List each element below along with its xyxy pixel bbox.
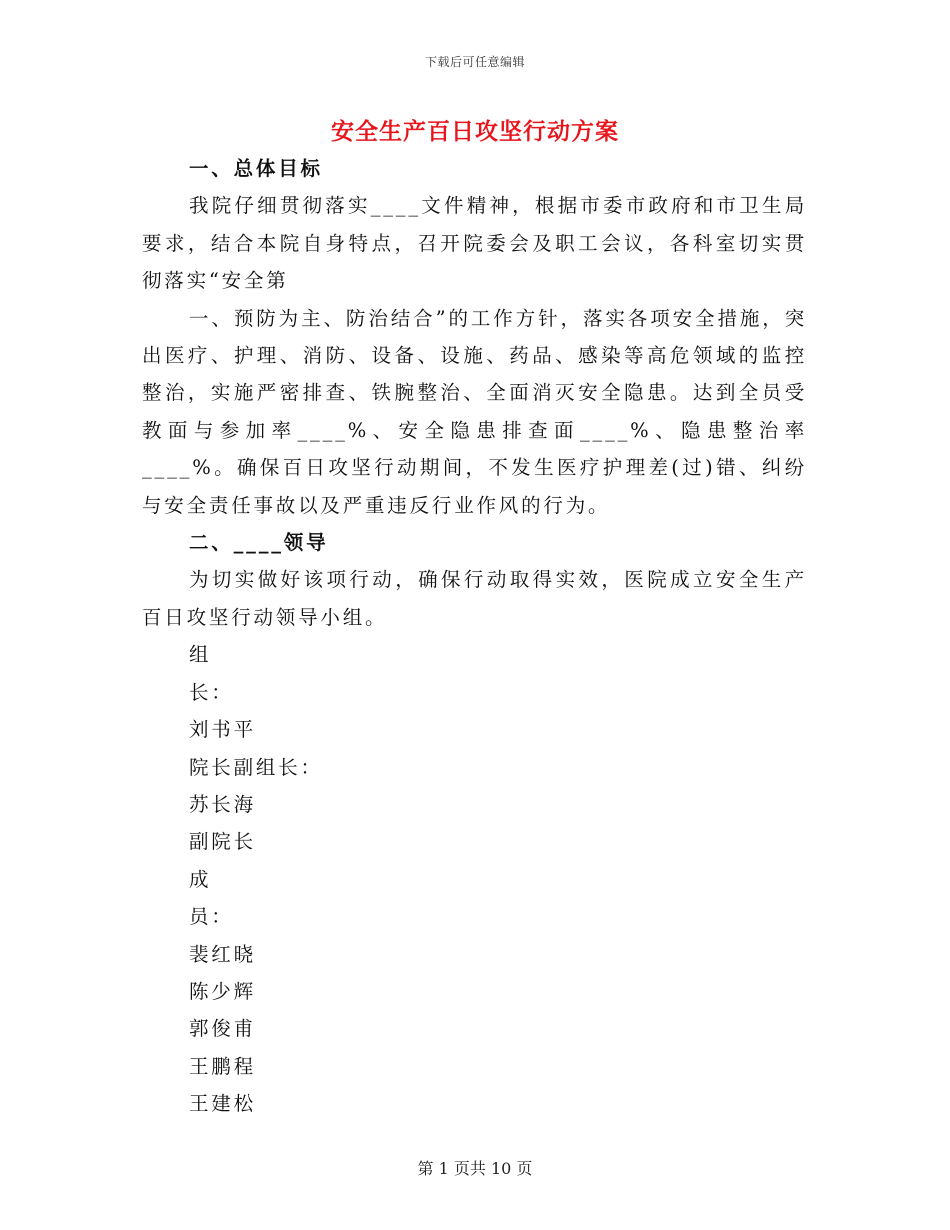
document-title: 安全生产百日攻坚行动方案: [331, 118, 619, 145]
header-note: 下载后可任意编辑: [424, 55, 525, 69]
list-line: 苏长海: [189, 792, 256, 816]
list-line: 王建松: [189, 1092, 256, 1116]
list-line: 成: [189, 867, 212, 891]
list-line: 郭俊甫: [189, 1017, 256, 1041]
list-line: 裴红晓: [189, 942, 256, 966]
paragraph-leadership-intro: 为切实做好该项行动，确保行动取得实效，医院成立安全生产百日攻坚行动领导小组。: [142, 568, 807, 629]
paragraph-goal-intro: 我院仔细贯彻落实____文件精神，根据市委市政府和市卫生局要求，结合本院自身特点，召开院委会及职工会议，各科室切实贯彻落实“安全第: [142, 194, 807, 293]
list-line: 刘书平: [189, 718, 256, 742]
list-line: 陈少辉: [189, 979, 256, 1003]
list-line: 副院长: [189, 830, 256, 854]
page-number-footer: 第 1 页共 10 页: [417, 1159, 533, 1178]
list-line: 组: [189, 643, 212, 667]
list-line: 院长副组长：: [189, 755, 323, 779]
list-line: 王鹏程: [189, 1054, 256, 1078]
section-heading-overall-goal: 一、总体目标: [189, 157, 323, 180]
document-body: [142, 150, 807, 1123]
section-heading-leadership: 二、____领导: [189, 531, 329, 555]
list-line: 员：: [189, 905, 234, 929]
list-line: 长：: [189, 680, 234, 704]
paragraph-goal-details: 一、预防为主、防治结合”的工作方针，落实各项安全措施，突出医疗、护理、消防、设备、设施、药品、感染等高危领域的监控整治，实施严密排查、铁腕整治、全面消灭安全隐患。达到全员受教面与参加率____%、安全隐患排查面____%、隐患整治率____%。确保百日攻坚行动期间，不发生医疗护理差(过)错、纠纷与安全责任事故以及严重违反行业作风的行为。: [142, 306, 807, 517]
